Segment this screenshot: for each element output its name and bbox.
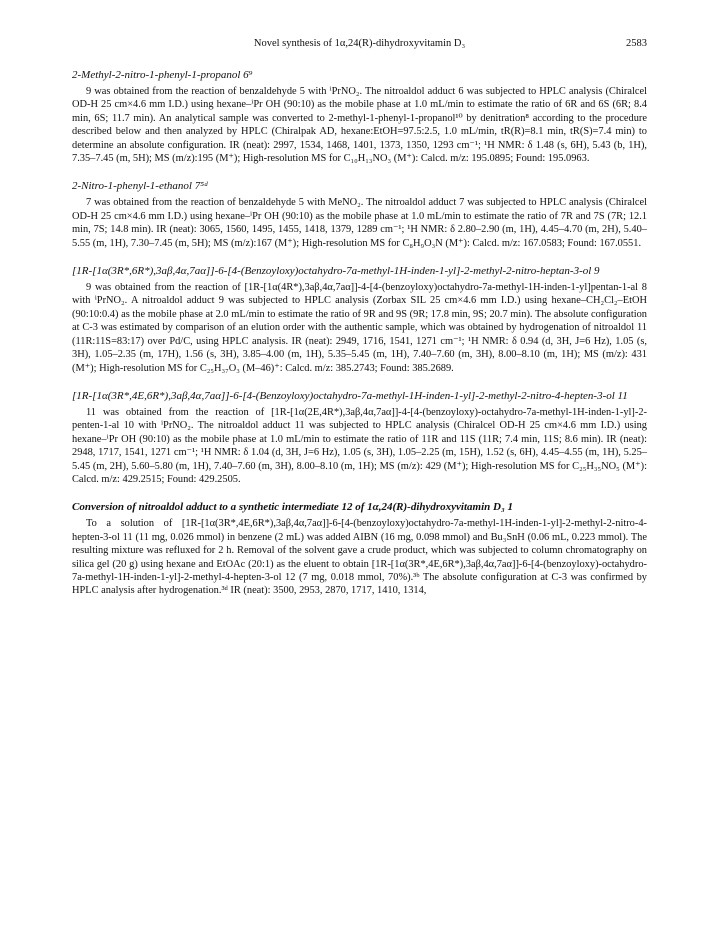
section-conversion-12: [72, 500, 647, 597]
running-title: Novel synthesis of 1α,24(R)-dihydroxyvitamin D₃: [253, 38, 466, 49]
section-compound-7: [72, 179, 647, 250]
section-heading: [1R-[1α(3R*,4E,6R*),3aβ,4α,7aα]]-6-[4-(Benzoyloxy)octahydro-7a-methyl-1H-inden-1-yl]-2-methyl-2-nitro-4-hepten-3-ol 11: [72, 389, 628, 402]
running-header: [72, 38, 647, 54]
journal-page: [72, 38, 647, 598]
section-body: 7 was obtained from the reaction of benzaldehyde 5 with MeNO₂. The nitroaldol adduct 7 was subjected to HPLC analysis (Chiralcel OD-H 25 cm×4.6 mm I.D.) using hexane–ⁱPr OH (90:10) as the mobile phase at 1.0 mL/min to estimate the ratio of 7R and 7S (7R; 12.1 min, 7S; 14.8 min). IR (neat): 3065, 1560, 1495, 1455, 1418, 1379, 1289 cm⁻¹; ¹H NMR: δ 2.80–2.90 (m, 1H), 4.45–4.70 (m, 2H), 5.40–5.55 (m, 1H), 7.30–7.45 (m, 5H); MS (m/z):167 (M⁺); High-resolution MS for C₈H₉O₃N (M⁺): Calcd. m/z: 167.0583; Found: 167.0551.: [72, 197, 647, 249]
section-heading: 2-Nitro-1-phenyl-1-ethanol 7⁵ᵈ: [72, 180, 208, 193]
section-body: 11 was obtained from the reaction of [1R-[1α(2E,4R*),3aβ,4α,7aα]]-4-[4-(benzoyloxy)-octahydro-7a-methyl-1H-inden-1-yl]-2-penten-1-al 10 with ⁱPrNO₂. The nitroaldol adduct 11 was subjected to HPLC analysis (Chiralcel OD-H 25 cm×4.6 mm I.D.) using hexane–ⁱPr OH (90:10) as the mobile phase at 1.0 mL/min to estimate the ratio of 11R and 11S (11R; 7.4 min, 11S; 8.6 min). IR (neat): 2948, 1717, 1541, 1271 cm⁻¹; ¹H NMR: δ 1.04 (d, 3H, J=6 Hz), 1.05 (s, 3H), 1.05–2.25 (m, 15H), 1.52 (s, 6H), 4.45–4.55 (m, 1H), 5.25–5.45 (m, 2H), 5.60–5.80 (m, 1H), 7.40–7.60 (m, 3H), 8.00–8.10 (m, 1H); MS (m/z): 429 (M⁺); High-resolution MS for C₂₅H₃₅NO₅ (M⁺): Calcd. m/z: 429.2515; Found: 429.2505.: [72, 406, 647, 485]
section-compound-11: [72, 389, 647, 486]
section-body: 9 was obtained from the reaction of [1R-[1α(4R*),3aβ,4α,7aα]]-4-[4-(benzoyloxy)octahydro-7a-methyl-1H-inden-1-yl]pentan-1-al 8 with ⁱPrNO₂. A nitroaldol adduct 9 was subjected to HPLC analysis (Zorbax SIL 25 cm×4.6 mm I.D.) using hexane–CH₂Cl₂–EtOH (90:10:0.4) as the mobile phase at 2.0 mL/min to estimate the ratio of 9R and 9S (9R; 17.8 min, 9S; 20.7 min). The absolute configuration at C-3 was estimated by comparison of an elution order with the authentic sample, which was obtained by hydrogenation of nitroaldol 11 (11R:11S=83:17) over Pd/C, using HPLC analysis. IR (neat): 2949, 1716, 1541, 1271 cm⁻¹; ¹H NMR: δ 0.94 (d, 3H, J=6 Hz), 1.05 (s, 3H), 1.05–2.35 (m, 17H), 1.56 (s, 3H), 3.85–4.00 (m, 1H), 5.35–5.45 (m, 1H), 7.40–7.60 (m, 3H), 8.00–8.10 (m, 1H); MS (m/z): 431 (M⁺); High-resolution MS for C₂₅H₃₇O₃ (M–46)⁺: Calcd. m/z: 385.2743; Found: 385.2689.: [72, 282, 647, 374]
section-heading: [1R-[1α(3R*,6R*),3aβ,4α,7aα]]-6-[4-(Benzoyloxy)octahydro-7a-methyl-1H-inden-1-yl]-2-methyl-2-nitro-heptan-3-ol 9: [72, 265, 600, 278]
section-compound-9: [72, 264, 647, 375]
section-body: 9 was obtained from the reaction of benzaldehyde 5 with ⁱPrNO₂. The nitroaldol adduct 6 was subjected to HPLC analysis (Chiralcel OD-H 25 cm×4.6 mm I.D.) using hexane–ⁱPr OH (90:10) as the mobile phase at 1.0 mL/min to estimate the ratio of 6R and 6S (6R; 8.4 min, 6S; 11.7 min). An analytical sample was converted to 2-methyl-1-phenyl-1-propanol¹⁰ by denitration⁸ according to the procedure described below and then analyzed by HPLC (Chiralpak AD, hexane:EtOH=97.5:2.5, 1.0 mL/min, tR(R)=8.1 min, tR(S)=7.4 min) to determine an absolute configuration. IR (neat): 2997, 1534, 1468, 1401, 1373, 1350, 1293 cm⁻¹; ¹H NMR: δ 1.48 (s, 6H), 5.43 (b, 1H), 7.35–7.45 (m, 5H); MS (m/z):195 (M⁺); High-resolution MS for C₁₀H₁₃NO₃ (M⁺): Calcd. m/z: 195.0895; Found: 195.0963.: [72, 86, 647, 165]
section-heading: 2-Methyl-2-nitro-1-phenyl-1-propanol 6⁹: [72, 69, 253, 81]
section-heading: Conversion of nitroaldol adduct to a synthetic intermediate 12 of 1α,24(R)-dihydroxyvitamin D₃ 1: [72, 501, 514, 514]
section-compound-6: [72, 68, 647, 165]
section-body: To a solution of [1R-[1α(3R*,4E,6R*),3aβ,4α,7aα]]-6-[4-(benzoyloxy)octahydro-7a-methyl-1H-inden-1-yl]-2-methyl-2-nitro-4-hepten-3-ol 11 (11 mg, 0.026 mmol) in benzene (2 mL) was added AIBN (16 mg, 0.098 mmol) and Bu₃SnH (0.06 mL, 0.223 mmol). The resulting mixture was refluxed for 2 h. Removal of the solvent gave a crude product, which was subjected to column chromatography on silica gel (20 g) using hexane and EtOAc (20:1) as the eluent to obtain [1R-[1α(3R*,4E,6R*),3aβ,4α,7aα]]-6-[4-(benzoyloxy)-octahydro-7a-methyl-1H-inden-1-yl]-2-methyl-4-hepten-3-ol 12 (7 mg, 0.018 mmol, 70%).³ᵇ The absolute configuration at C-3 was confirmed by HPLC analysis after hydrogenation.³ᵈ IR (neat): 3500, 2953, 2870, 1717, 1410, 1314,: [72, 518, 647, 597]
page-number: 2583: [626, 38, 647, 49]
